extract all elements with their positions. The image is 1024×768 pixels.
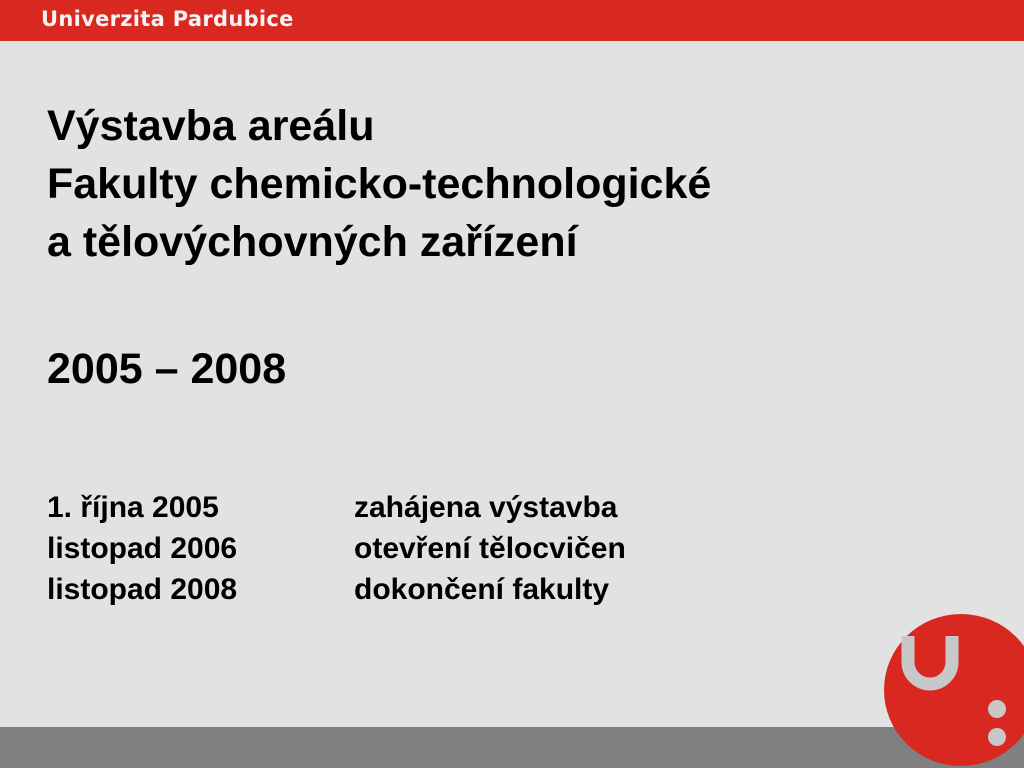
title-line-1: Výstavba areálu [47,102,375,150]
timeline-event: dokončení fakulty [354,573,610,606]
timeline-date: listopad 2006 [47,532,238,565]
timeline-date: listopad 2008 [47,573,238,606]
timeline-date: 1. října 2005 [47,491,219,524]
timeline-event: zahájena výstavba [354,491,618,524]
logo-dot-upper [988,700,1006,718]
footer-bar [0,727,1024,768]
header-bar [0,0,1024,41]
title-line-3: a tělovýchovných zařízení [47,218,578,266]
logo-dot-lower [988,728,1006,746]
university-name: Univerzita Pardubice [41,7,294,31]
timeline-event: otevření tělocvičen [354,532,626,565]
year-range: 2005 – 2008 [47,345,287,393]
timeline-item [47,528,747,569]
slide-title [47,97,711,271]
university-logo-icon [880,614,1024,768]
timeline-item [47,487,747,528]
timeline-list [47,487,747,610]
timeline-item [47,569,747,610]
title-line-2: Fakulty chemicko-technologické [47,160,712,208]
